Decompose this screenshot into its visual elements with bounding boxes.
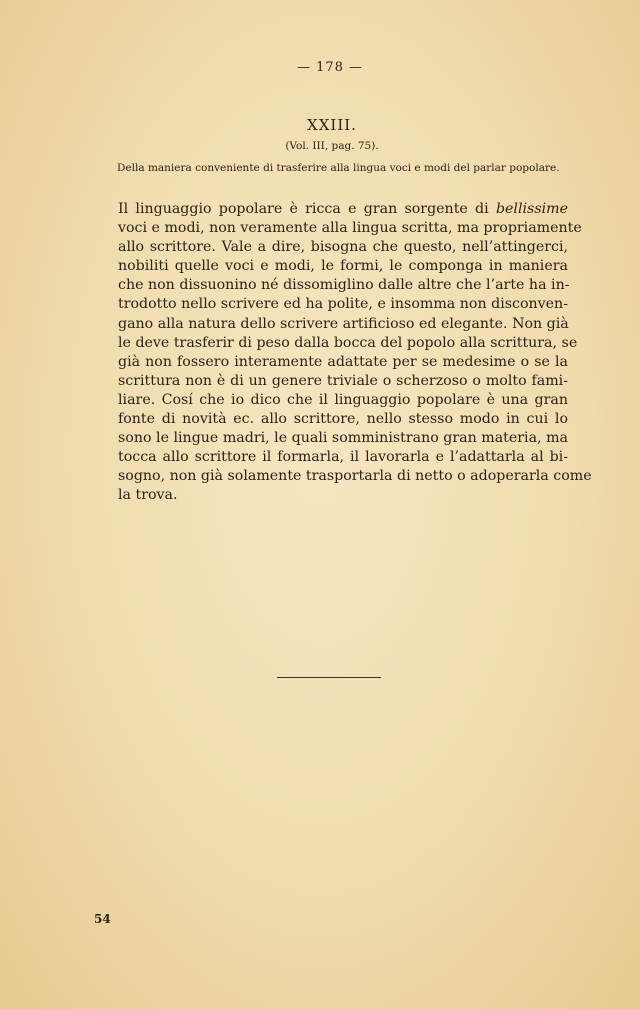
body-line: allo scrittore. Vale a dire, bisogna che questo, nell’attingerci, [118,239,568,256]
body-line: gano alla natura dello scrivere artificioso ed elegante. Non già [118,315,569,332]
body-line: fonte di novità ec. allo scrittore, nello stesso modo in cui lo [118,411,568,428]
body-line: che non dissuonino né dissomiglino dalle altre che l’arte ha in- [118,277,570,294]
body-line [118,200,568,219]
body-line: le deve trasferir di peso dalla bocca del popolo alla scrittura, se [118,334,578,351]
body-line: sogno, non già solamente trasportarla di netto o adoperarla come [118,468,592,485]
section-title: XXIII. [307,116,357,134]
body-line: trodotto nello scrivere ed ha polite, e insomma non disconven- [118,296,568,313]
body-line: voci e modi, non veramente alla lingua scritta, ma propriamente [118,220,582,237]
section-subtitle: Della maniera conveniente di trasferire alla lingua voci e modi del parlar popolare. [117,162,560,174]
body-line: sono le lingue madri, le quali somministrano gran materia, ma [118,430,568,447]
volume-reference: (Vol. III, pag. 75). [285,140,379,152]
body-line: la trova. [118,487,178,504]
body-line: già non fossero interamente adattate per se medesime o se la [118,353,568,370]
body-line-text: Il linguaggio popolare è ricca e gran sorgente di bellissime [118,201,568,217]
body-line: scrittura non è di un genere triviale o scherzoso o molto fami- [118,372,568,389]
body-line: tocca allo scrittore il formarla, il lavorarla e l’adattarla al bi- [118,449,568,466]
signature-mark: 54 [94,912,111,926]
page-number: — 178 — [296,60,364,75]
section-divider [277,677,381,678]
body-line: nobiliti quelle voci e modi, le formi, le componga in maniera [118,258,568,275]
body-line: liare. Cosí che io dico che il linguaggio popolare è una gran [118,391,568,408]
body-paragraph [118,200,592,506]
